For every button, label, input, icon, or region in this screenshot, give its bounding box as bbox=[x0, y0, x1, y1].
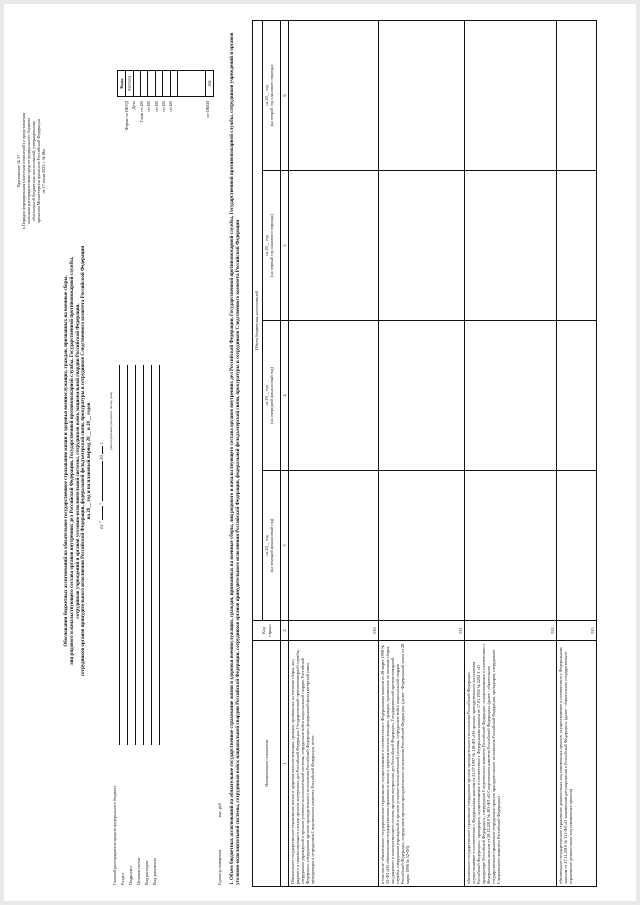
year-top: на 20__ год bbox=[264, 385, 269, 406]
appendix-line: обоснований бюджетных ассигнований, утвержденному bbox=[31, 120, 37, 222]
okud-value: 0505504 bbox=[125, 71, 133, 97]
row-code: 011 bbox=[379, 621, 465, 641]
value-cell[interactable] bbox=[379, 20, 465, 170]
table-row bbox=[557, 20, 597, 886]
code-label: Глава по БК bbox=[138, 101, 144, 123]
header-field-label: Вид документа bbox=[152, 858, 157, 885]
year-top: на 20__ год bbox=[264, 235, 269, 256]
table-row bbox=[289, 20, 379, 886]
value-cell[interactable] bbox=[289, 171, 379, 321]
row-code: 012 bbox=[465, 621, 557, 641]
date-year: 20 bbox=[100, 455, 105, 461]
header-field-label: Целевая статья bbox=[136, 858, 141, 885]
value-cell[interactable] bbox=[289, 321, 379, 471]
date-note: (дата подписания документа - месяц, день) bbox=[109, 391, 113, 451]
value-cell[interactable] bbox=[557, 471, 597, 621]
code-label: по БК bbox=[153, 101, 159, 112]
col-code-header: Код строки bbox=[253, 621, 281, 641]
okei-value: 384 bbox=[205, 71, 213, 97]
value-cell[interactable] bbox=[379, 471, 465, 621]
value-cell[interactable] bbox=[289, 471, 379, 621]
row-name: обязательное государственное страхование сотрудников органов принудительного исполнения Российской Федерации, осуществляемое в соответствии с Федеральным законом от 21.07.1997 № 118-ФЗ «Об органах принудительного исполнения Российской Федерации», прокуроров, осуществляемое в соответствии с Федеральным законом от 17.01.1992 № 2202-1 «О прокуратуре Российской Федерации», сотрудников Следственного комитета Российской Федерации, осуществляемое в соответствии с Федеральным законом от 28.12.2010 № 403-ФЗ «О Следственном комитете Российской Федерации» (далее - обязательное государственное страхование сотрудников органов принудительного исполнения Российской Федерации, прокуроров, сотрудников Следственного комитета Российской Федерации) bbox=[465, 641, 557, 887]
header-fields bbox=[112, 365, 160, 885]
code-value-glava bbox=[140, 71, 147, 97]
header-field bbox=[120, 365, 128, 885]
year-bottom: (на текущий финансовый год) bbox=[269, 518, 275, 573]
col-number: 3 bbox=[281, 471, 289, 621]
okud-label: Форма по ОКУД bbox=[124, 101, 129, 131]
appendix-note bbox=[16, 51, 46, 291]
col-number: 4 bbox=[281, 321, 289, 471]
value-cell[interactable] bbox=[557, 20, 597, 170]
year-bottom: (на второй год планового периода) bbox=[269, 64, 275, 127]
col-number: 5 bbox=[281, 171, 289, 321]
value-cell[interactable] bbox=[379, 171, 465, 321]
year-header bbox=[263, 171, 281, 321]
unit-row bbox=[217, 685, 222, 885]
unit-value: тыс. руб bbox=[217, 802, 222, 818]
code-label: по БК bbox=[168, 101, 174, 112]
value-cell[interactable] bbox=[557, 321, 597, 471]
col-group-header: Объем бюджетных ассигнований bbox=[253, 20, 263, 620]
appendix-line: Приложение № 37 bbox=[16, 154, 21, 188]
main-table bbox=[252, 20, 597, 887]
code-value-bk bbox=[170, 71, 177, 97]
code-value-bk bbox=[155, 71, 162, 97]
row-name: Обязательное государственное страхование жизни и здоровья военнослужащих, граждан, призванных на военные сборы, лиц рядового и начальствующего состава органов внутренних дел Российской Федерации, Государственной противопожарной службы, сотрудников учреждений и органов уголовно-исполнительной системы, сотрудников войск национальной гвардии Российской Федерации, сотрудников органов принудительного исполнения Российской Федерации, федеральной фельдъегерской связи, прокуратуры и сотрудников Следственного комитета Российской Федерации, всего bbox=[289, 641, 379, 887]
document-title bbox=[64, 141, 93, 781]
okei-label: по ОКЕИ bbox=[205, 101, 210, 118]
unit-label: Единица измерения bbox=[217, 849, 222, 885]
code-value-bk bbox=[163, 71, 170, 97]
code-label: по БК bbox=[146, 101, 152, 112]
date-suffix: г. bbox=[100, 441, 105, 445]
value-cell[interactable] bbox=[289, 20, 379, 170]
header-field bbox=[112, 365, 120, 885]
year-header bbox=[263, 471, 281, 621]
code-value-date bbox=[133, 71, 140, 97]
appendix-line: к Порядку формирования (внесения изменений) и представления bbox=[21, 112, 27, 230]
title-line: на 20__ год и на плановый период 20__ и 20__ годов bbox=[87, 402, 92, 520]
code-label: по БК bbox=[160, 101, 166, 112]
value-cell[interactable] bbox=[465, 321, 557, 471]
table-row bbox=[465, 20, 557, 886]
title-line: сотрудников органов принудительного исполнения Российской Федерации, федеральной фельдъегерской связи, прокуратуры и сотрудников Следственного комитета Российской Федерации bbox=[81, 245, 87, 677]
value-cell[interactable] bbox=[465, 171, 557, 321]
codes-title: Коды bbox=[117, 71, 125, 97]
codes-table bbox=[117, 70, 214, 97]
year-bottom: (на очередной финансовый год) bbox=[269, 367, 275, 424]
rotated-form bbox=[4, 4, 636, 901]
title-line: лиц рядового и начальствующего состава органов внутренних дел Российской Федерации, Государственной противопожарной службы, Государственной противопожарной службы, bbox=[69, 256, 75, 666]
value-cell[interactable] bbox=[465, 20, 557, 170]
appendix-line: от 17 июля 2023 г. № 86н bbox=[41, 148, 47, 194]
col-name-header: Наименование показателя bbox=[253, 641, 281, 887]
year-top: на 20__ год bbox=[264, 85, 269, 106]
appendix-line: главными распорядителями средств федерального бюджета bbox=[26, 117, 32, 225]
date-mid: " bbox=[100, 502, 105, 505]
year-header bbox=[263, 321, 281, 471]
header-field bbox=[128, 365, 136, 885]
col-number: 2 bbox=[281, 621, 289, 641]
section-heading: 1. Объем бюджетных ассигнований на обязательное государственное страхование жизни и здоровья военнослужащих, граждан, призванных на военные сборы, лиц рядового и начальствующего состава органов внутренних дел Российской Федерации, Государственной противопожарной службы, Государственной противопожарной службы, сотрудников учреждений и органов уголовно-исполнительной системы, сотрудников войск национальной гвардии Российской Федерации, сотрудников органов принудительного исполнения Российской Федерации, федеральной фельдъегерской связи, прокуратуры и сотрудников Следственного комитета Российской Федерации bbox=[230, 32, 241, 885]
header-field bbox=[152, 365, 160, 885]
value-cell[interactable] bbox=[379, 321, 465, 471]
value-cell[interactable] bbox=[465, 471, 557, 621]
header-field-label: Подраздел bbox=[128, 866, 133, 885]
code-label: Дата bbox=[131, 101, 137, 110]
title-date bbox=[100, 309, 106, 529]
codes-labels bbox=[124, 101, 176, 251]
header-field-label: Раздел bbox=[120, 873, 125, 885]
year-top: на 20__ год bbox=[264, 535, 269, 556]
header-field bbox=[144, 365, 152, 885]
col-number: 6 bbox=[281, 20, 289, 170]
year-header bbox=[263, 20, 281, 170]
title-line: Обоснования бюджетных ассигнований на обязательное государственное страхование жизни и здоровья военнослужащих, граждан, призванных на военные сборы, bbox=[64, 275, 69, 647]
date-prefix: от " bbox=[100, 521, 105, 529]
header-field-label: Главный распорядитель средств федерального бюджета bbox=[112, 785, 117, 885]
year-bottom: (на первый год планового периода) bbox=[269, 214, 275, 277]
value-cell[interactable] bbox=[557, 171, 597, 321]
title-line: сотрудников учреждений и органов уголовно-исполнительной системы, сотрудников войск национальной гвардии Российской Федерации, bbox=[75, 303, 81, 619]
row-code: 010 bbox=[289, 621, 379, 641]
header-field bbox=[136, 365, 144, 885]
row-name: обязательное государственное страхование должностных лиц таможенных органов, осуществляемое в соответствии с Федеральным законом от 27.11.2010 № 311-ФЗ «О таможенном регулировании в Российской Федерации» (далее - обязательное государственное страхование должностных лиц таможенных органов) bbox=[557, 641, 597, 887]
header-field-label: Вид расходов bbox=[144, 860, 149, 885]
table-row bbox=[379, 20, 465, 886]
appendix-line: приказом Министерства финансов Российской Федерации bbox=[36, 118, 42, 224]
col-number: 1 bbox=[281, 641, 289, 887]
document-page bbox=[4, 4, 636, 901]
row-code: 013 bbox=[557, 621, 597, 641]
code-value-bk bbox=[148, 71, 155, 97]
row-name: в том числе: обязательное государственное страхование, осуществляемое в соответствии с Федеральным законом от 28 марта 1998 № 52-ФЗ «Об обязательном государственном страховании жизни и здоровья военнослужащих, граждан, призванных на военные сборы, лиц рядового и начальствующего состава органов внутренних дел Российской Федерации, Государственной противопожарной службы, сотрудников учреждений и органов уголовно-исполнительной системы, сотрудников войск национальной гвардии Российской Федерации, сотрудников органов принудительного исполнения Российской Федерации» (далее - Федеральный закон от 28 марта 1998 № 52-ФЗ) bbox=[379, 641, 465, 887]
